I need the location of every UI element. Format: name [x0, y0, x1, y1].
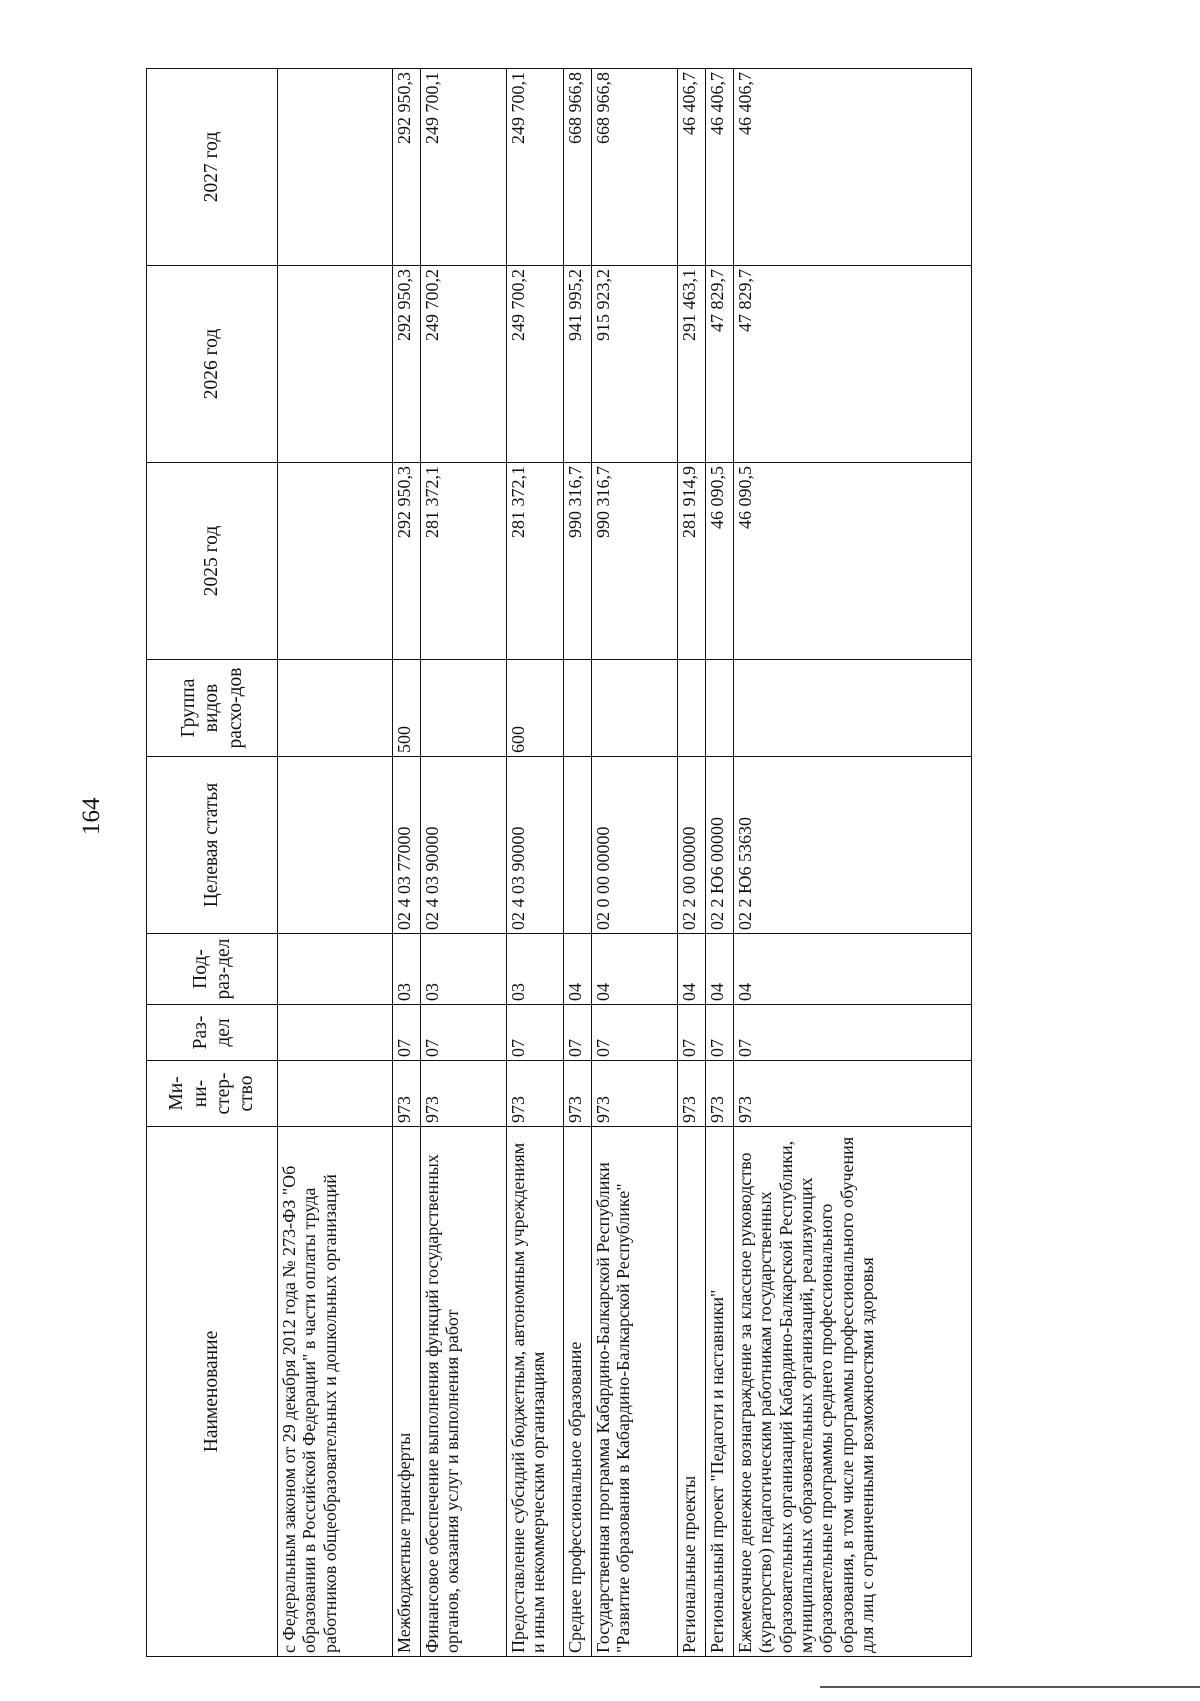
cell-ministry: 973	[564, 1061, 592, 1127]
cell-subsection: 03	[421, 934, 507, 1005]
cell-2025: 281 914,9	[678, 463, 706, 660]
cell-2026: 249 700,2	[507, 266, 564, 463]
cell-2025: 281 372,1	[507, 463, 564, 660]
cell-group	[278, 660, 393, 757]
cell-2025: 281 372,1	[421, 463, 507, 660]
cell-subsection: 04	[706, 934, 734, 1005]
budget-table	[146, 68, 972, 1657]
cell-2027: 46 406,7	[706, 69, 734, 266]
cell-group: 500	[393, 660, 421, 757]
table-row	[564, 69, 592, 1657]
cell-2027: 668 966,8	[564, 69, 592, 266]
cell-target: 02 0 00 00000	[592, 757, 678, 934]
header-target-article: Целевая статья	[147, 757, 278, 934]
cell-name: Государственная программа Кабардино-Балкарской Республики "Развитие образования в Кабардино-Балкарской Республике"	[592, 1127, 678, 1657]
cell-ministry: 973	[678, 1061, 706, 1127]
header-2025: 2025 год	[147, 463, 278, 660]
table-row	[734, 69, 972, 1657]
table-row	[678, 69, 706, 1657]
page-number: 164	[78, 797, 105, 835]
cell-2026: 941 995,2	[564, 266, 592, 463]
cell-name: Региональный проект "Педагоги и наставники"	[706, 1127, 734, 1657]
cell-2026: 47 829,7	[706, 266, 734, 463]
cell-group	[734, 660, 972, 757]
cell-2027: 668 966,8	[592, 69, 678, 266]
cell-2025: 990 316,7	[564, 463, 592, 660]
cell-ministry	[278, 1061, 393, 1127]
table-row	[592, 69, 678, 1657]
cell-target: 02 4 03 90000	[507, 757, 564, 934]
budget-table-frame	[146, 69, 1031, 1657]
cell-group: 600	[507, 660, 564, 757]
cell-target: 02 2 00 00000	[678, 757, 706, 934]
cell-section: 07	[507, 1005, 564, 1061]
cell-target: 02 4 03 77000	[393, 757, 421, 934]
cell-2026	[278, 266, 393, 463]
cell-name: Финансовое обеспечение выполнения функций государственных органов, оказания услуг и выполнения работ	[421, 1127, 507, 1657]
cell-2026: 249 700,2	[421, 266, 507, 463]
cell-ministry: 973	[592, 1061, 678, 1127]
cell-group	[564, 660, 592, 757]
cell-2026: 292 950,3	[393, 266, 421, 463]
cell-name: с Федеральным законом от 29 декабря 2012 года № 273-ФЗ "Об образовании в Российской Федерации" в части оплаты труда работников общеобразовательных и дошкольных организаций	[278, 1127, 393, 1657]
cell-2025: 46 090,5	[734, 463, 972, 660]
cell-2027: 292 950,3	[393, 69, 421, 266]
cell-ministry: 973	[421, 1061, 507, 1127]
cell-subsection: 03	[507, 934, 564, 1005]
header-name: Наименование	[147, 1127, 278, 1657]
cell-group	[678, 660, 706, 757]
table-row	[421, 69, 507, 1657]
cell-ministry: 973	[393, 1061, 421, 1127]
cell-2025	[278, 463, 393, 660]
cell-2027: 249 700,1	[507, 69, 564, 266]
cell-section: 07	[592, 1005, 678, 1061]
cell-subsection: 04	[592, 934, 678, 1005]
cell-subsection: 04	[564, 934, 592, 1005]
cell-name: Межбюджетные трансферты	[393, 1127, 421, 1657]
cell-target	[278, 757, 393, 934]
cell-target: 02 2 Ю6 53630	[734, 757, 972, 934]
table-row	[278, 69, 393, 1657]
cell-2026: 915 923,2	[592, 266, 678, 463]
header-2026: 2026 год	[147, 266, 278, 463]
cell-name: Среднее профессиональное образование	[564, 1127, 592, 1657]
header-section: Раз-дел	[147, 1005, 278, 1061]
header-row	[147, 69, 278, 1657]
cell-name: Ежемесячное денежное вознаграждение за классное руководство (кураторство) педагогическим работникам государственных образовательных организаций Кабардино-Балкарской Республики, муниципальных образовательных организаций, реализующих образовательные программы среднего профессионального образования, в том числе программы профессионального обучения для лиц с ограниченными возможностями здоровья	[734, 1127, 972, 1657]
table-row	[706, 69, 734, 1657]
cell-2025: 46 090,5	[706, 463, 734, 660]
cell-group	[706, 660, 734, 757]
header-expense-group: Группа видов расхо-дов	[147, 660, 278, 757]
cell-target: 02 4 03 90000	[421, 757, 507, 934]
cell-section: 07	[706, 1005, 734, 1061]
cell-group	[592, 660, 678, 757]
header-2027: 2027 год	[147, 69, 278, 266]
cell-section: 07	[393, 1005, 421, 1061]
cell-ministry: 973	[507, 1061, 564, 1127]
cell-ministry: 973	[734, 1061, 972, 1127]
table-row	[507, 69, 564, 1657]
cell-target: 02 2 Ю6 00000	[706, 757, 734, 934]
cell-name: Региональные проекты	[678, 1127, 706, 1657]
cell-section: 07	[734, 1005, 972, 1061]
cell-subsection: 04	[734, 934, 972, 1005]
cell-2025: 990 316,7	[592, 463, 678, 660]
cell-ministry: 973	[706, 1061, 734, 1127]
cell-group	[421, 660, 507, 757]
cell-2026: 47 829,7	[734, 266, 972, 463]
cell-2027: 46 406,7	[678, 69, 706, 266]
cell-subsection: 04	[678, 934, 706, 1005]
header-ministry: Ми-ни-стер-ство	[147, 1061, 278, 1127]
cell-2027	[278, 69, 393, 266]
cell-target	[564, 757, 592, 934]
cell-section: 07	[678, 1005, 706, 1061]
cell-2027: 46 406,7	[734, 69, 972, 266]
cell-subsection: 03	[393, 934, 421, 1005]
cell-name: Предоставление субсидий бюджетным, автономным учреждениям и иным некоммерческим организациям	[507, 1127, 564, 1657]
cell-2026: 291 463,1	[678, 266, 706, 463]
cell-section	[278, 1005, 393, 1061]
cell-2025: 292 950,3	[393, 463, 421, 660]
cell-section: 07	[564, 1005, 592, 1061]
cell-2027: 249 700,1	[421, 69, 507, 266]
header-subsection: Под-раз-дел	[147, 934, 278, 1005]
table-row	[393, 69, 421, 1657]
cell-subsection	[278, 934, 393, 1005]
scan-edge-line	[820, 1686, 1200, 1688]
cell-section: 07	[421, 1005, 507, 1061]
